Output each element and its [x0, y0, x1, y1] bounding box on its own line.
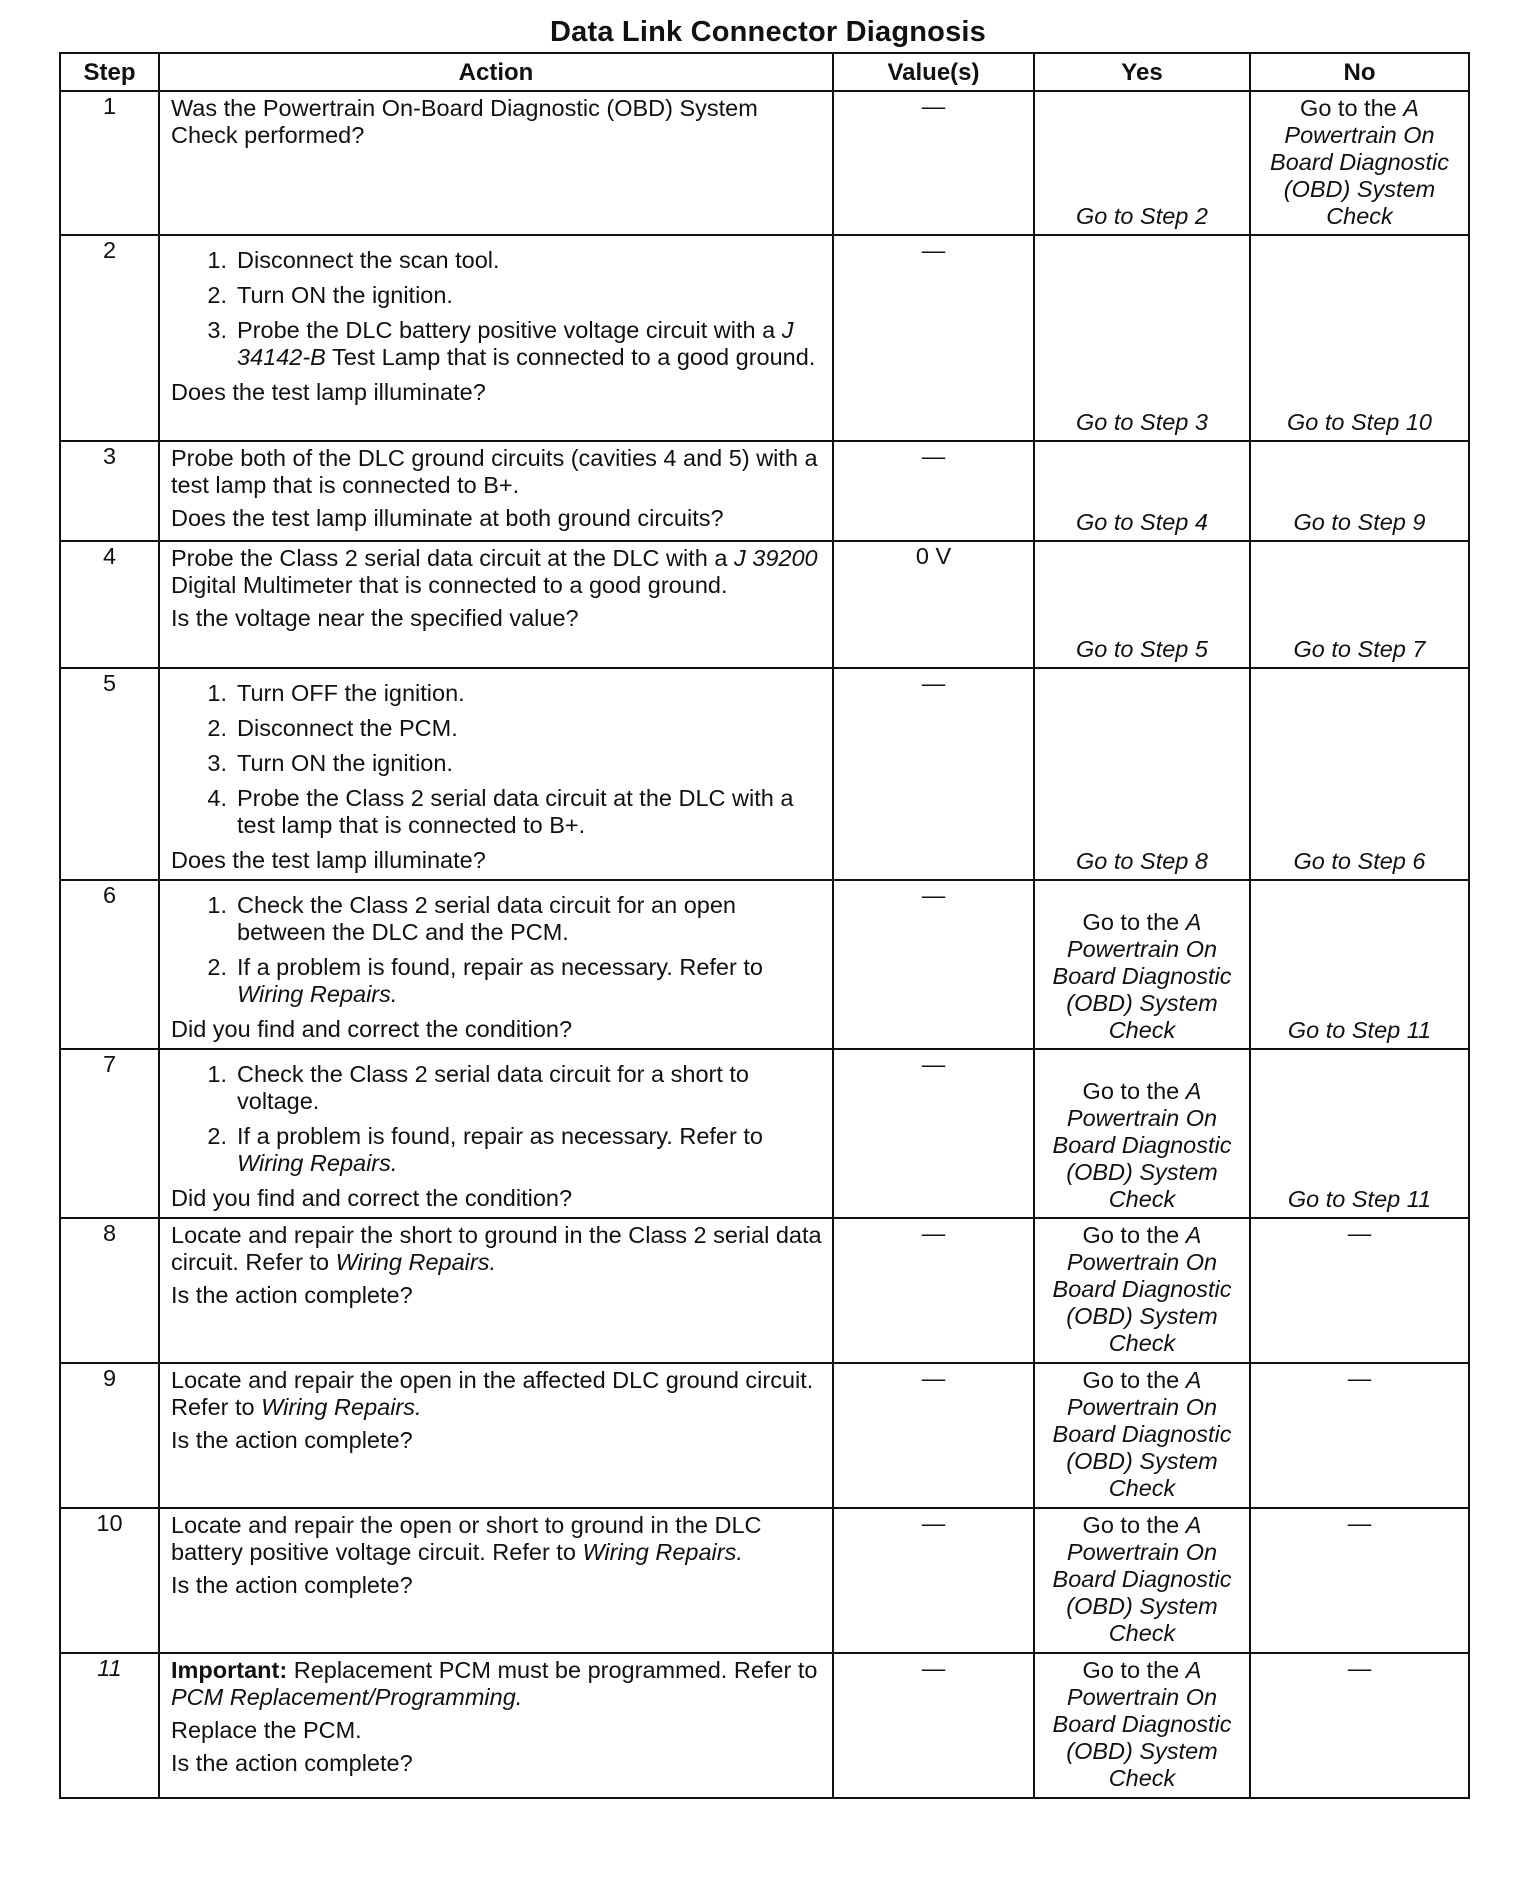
action-text: Locate and repair the open or short to ground in the DLC battery positive voltage circuit. Refer to Wiring Repairs. [171, 1512, 762, 1565]
header-yes: Yes [1034, 53, 1250, 91]
no-cell [1250, 541, 1469, 668]
value-cell: — [833, 1363, 1034, 1508]
diagnosis-table [59, 52, 1470, 1799]
yes-cell [1034, 1653, 1250, 1798]
yes-goto-obd: Go to the A Powertrain On Board Diagnostic (OBD) System Check [1052, 1222, 1232, 1356]
yes-cell [1034, 668, 1250, 880]
action-text: Replace the PCM. [171, 1717, 362, 1743]
step-number: 10 [60, 1508, 159, 1653]
no-cell [1250, 441, 1469, 541]
list-item: 1. Turn OFF the ignition. [207, 680, 465, 706]
header-values: Value(s) [833, 53, 1034, 91]
action-question: Does the test lamp illuminate? [171, 379, 486, 405]
table-row [60, 1653, 1469, 1798]
yes-goto-obd: Go to the A Powertrain On Board Diagnostic (OBD) System Check [1052, 909, 1232, 1043]
document-title: Data Link Connector Diagnosis [549, 16, 987, 48]
action-text: Locate and repair the open in the affected DLC ground circuit. Refer to Wiring Repairs. [171, 1367, 814, 1420]
value-cell: — [833, 880, 1034, 1049]
yes-goto: Go to Step 5 [1076, 636, 1208, 662]
table-row [60, 1049, 1469, 1218]
obd-go: Go to the [1300, 95, 1397, 121]
action-steps-list [171, 1061, 824, 1177]
no-goto: Go to Step 10 [1286, 409, 1433, 435]
action-cell [159, 1653, 833, 1798]
yes-goto: Go to Step 3 [1076, 409, 1208, 435]
list-item: 1. Disconnect the scan tool. [207, 247, 500, 273]
step-number: 11 [60, 1653, 159, 1798]
action-text: Was the Powertrain On-Board Diagnostic (OBD) System Check performed? [171, 95, 758, 148]
list-item: 3. Probe the DLC battery positive voltage circuit with a J 34142-B Test Lamp that is connected to a good ground. [207, 317, 816, 370]
table-row [60, 541, 1469, 668]
no-goto: Go to Step 9 [1293, 509, 1426, 535]
action-question: Did you find and correct the condition? [171, 1185, 573, 1211]
no-cell [1250, 91, 1469, 235]
action-steps-list [171, 892, 824, 1008]
no-goto: Go to Step 7 [1293, 636, 1426, 662]
value-cell: — [833, 91, 1034, 235]
yes-goto: Go to Step 2 [1076, 203, 1208, 229]
yes-goto-obd: Go to the A Powertrain On Board Diagnostic (OBD) System Check [1052, 1657, 1232, 1791]
obd-a: A [1403, 95, 1419, 121]
header-no: No [1250, 53, 1469, 91]
value-cell: — [833, 1653, 1034, 1798]
table-row [60, 441, 1469, 541]
action-cell [159, 1218, 833, 1363]
action-question: Is the action complete? [171, 1750, 413, 1776]
table-row [60, 668, 1469, 880]
table-row [60, 1218, 1469, 1363]
yes-cell [1034, 1049, 1250, 1218]
list-item: 1. Check the Class 2 serial data circuit for an open between the DLC and the PCM. [207, 892, 736, 945]
header-step: Step [60, 53, 159, 91]
no-cell [1250, 668, 1469, 880]
action-cell [159, 880, 833, 1049]
list-item: 2. Disconnect the PCM. [207, 715, 458, 741]
action-cell [159, 441, 833, 541]
table-row [60, 91, 1469, 235]
obd-l3: (OBD) System [1283, 176, 1436, 202]
value-cell: — [833, 1218, 1034, 1363]
step-number: 2 [60, 235, 159, 441]
action-question: Is the action complete? [171, 1427, 413, 1453]
value-cell: 0 V [833, 541, 1034, 668]
list-item: 3. Turn ON the ignition. [207, 750, 453, 776]
yes-cell [1034, 1363, 1250, 1508]
no-cell: — [1250, 1363, 1469, 1508]
step-number: 4 [60, 541, 159, 668]
list-item: 2. Turn ON the ignition. [207, 282, 453, 308]
header-action: Action [159, 53, 833, 91]
no-cell: — [1250, 1653, 1469, 1798]
no-cell: — [1250, 1218, 1469, 1363]
yes-goto: Go to Step 4 [1076, 509, 1208, 535]
no-goto: Go to Step 11 [1287, 1186, 1432, 1212]
action-cell [159, 235, 833, 441]
action-question: Is the voltage near the specified value? [171, 605, 579, 631]
list-item: 2. If a problem is found, repair as necessary. Refer to Wiring Repairs. [207, 1123, 763, 1176]
no-goto-obd [1251, 95, 1468, 231]
action-question: Is the action complete? [171, 1282, 413, 1308]
action-text: Probe both of the DLC ground circuits (cavities 4 and 5) with a test lamp that is connected to B+. [171, 445, 818, 498]
action-cell [159, 1049, 833, 1218]
yes-goto-obd: Go to the A Powertrain On Board Diagnostic (OBD) System Check [1052, 1512, 1232, 1646]
yes-goto: Go to Step 8 [1076, 848, 1208, 874]
step-number: 6 [60, 880, 159, 1049]
action-steps-list [171, 247, 824, 371]
value-cell: — [833, 1049, 1034, 1218]
no-cell [1250, 1049, 1469, 1218]
action-text: Probe the Class 2 serial data circuit at the DLC with a J 39200 Digital Multimeter that is connected to a good ground. [171, 545, 818, 598]
action-cell [159, 91, 833, 235]
action-question: Does the test lamp illuminate? [171, 847, 486, 873]
value-cell: — [833, 235, 1034, 441]
yes-goto-obd: Go to the A Powertrain On Board Diagnostic (OBD) System Check [1052, 1367, 1232, 1501]
yes-cell [1034, 1508, 1250, 1653]
yes-cell [1034, 235, 1250, 441]
obd-l4: Check [1326, 203, 1393, 229]
action-cell [159, 1508, 833, 1653]
action-question: Did you find and correct the condition? [171, 1016, 573, 1042]
obd-l1: Powertrain On [1284, 122, 1435, 148]
yes-goto-obd: Go to the A Powertrain On Board Diagnostic (OBD) System Check [1052, 1078, 1232, 1212]
obd-l2: Board Diagnostic [1270, 149, 1449, 175]
list-item: 4. Probe the Class 2 serial data circuit at the DLC with a test lamp that is connected to B+. [207, 785, 794, 838]
step-number: 9 [60, 1363, 159, 1508]
no-cell [1250, 235, 1469, 441]
value-cell: — [833, 1508, 1034, 1653]
step-number: 1 [60, 91, 159, 235]
action-steps-list [171, 680, 824, 839]
action-text: Important: Replacement PCM must be programmed. Refer to PCM Replacement/Programming. [171, 1657, 818, 1710]
yes-cell [1034, 541, 1250, 668]
no-cell [1250, 880, 1469, 1049]
action-text: Locate and repair the short to ground in the Class 2 serial data circuit. Refer to Wiring Repairs. [171, 1222, 822, 1275]
no-goto: Go to Step 11 [1287, 1017, 1432, 1043]
list-item: 2. If a problem is found, repair as necessary. Refer to Wiring Repairs. [207, 954, 763, 1007]
step-number: 3 [60, 441, 159, 541]
table-row [60, 1508, 1469, 1653]
action-cell [159, 1363, 833, 1508]
table-row [60, 1363, 1469, 1508]
value-cell: — [833, 668, 1034, 880]
table-header-row [60, 53, 1469, 91]
value-cell: — [833, 441, 1034, 541]
action-question: Does the test lamp illuminate at both ground circuits? [171, 505, 724, 531]
step-number: 7 [60, 1049, 159, 1218]
action-cell [159, 541, 833, 668]
no-cell: — [1250, 1508, 1469, 1653]
step-number: 5 [60, 668, 159, 880]
yes-cell [1034, 441, 1250, 541]
yes-cell [1034, 91, 1250, 235]
list-item: 1. Check the Class 2 serial data circuit for a short to voltage. [207, 1061, 749, 1114]
step-number: 8 [60, 1218, 159, 1363]
yes-cell [1034, 1218, 1250, 1363]
action-question: Is the action complete? [171, 1572, 413, 1598]
action-cell [159, 668, 833, 880]
yes-cell [1034, 880, 1250, 1049]
important-label: Important: [171, 1657, 288, 1683]
no-goto: Go to Step 6 [1293, 848, 1426, 874]
table-row [60, 880, 1469, 1049]
table-row [60, 235, 1469, 441]
